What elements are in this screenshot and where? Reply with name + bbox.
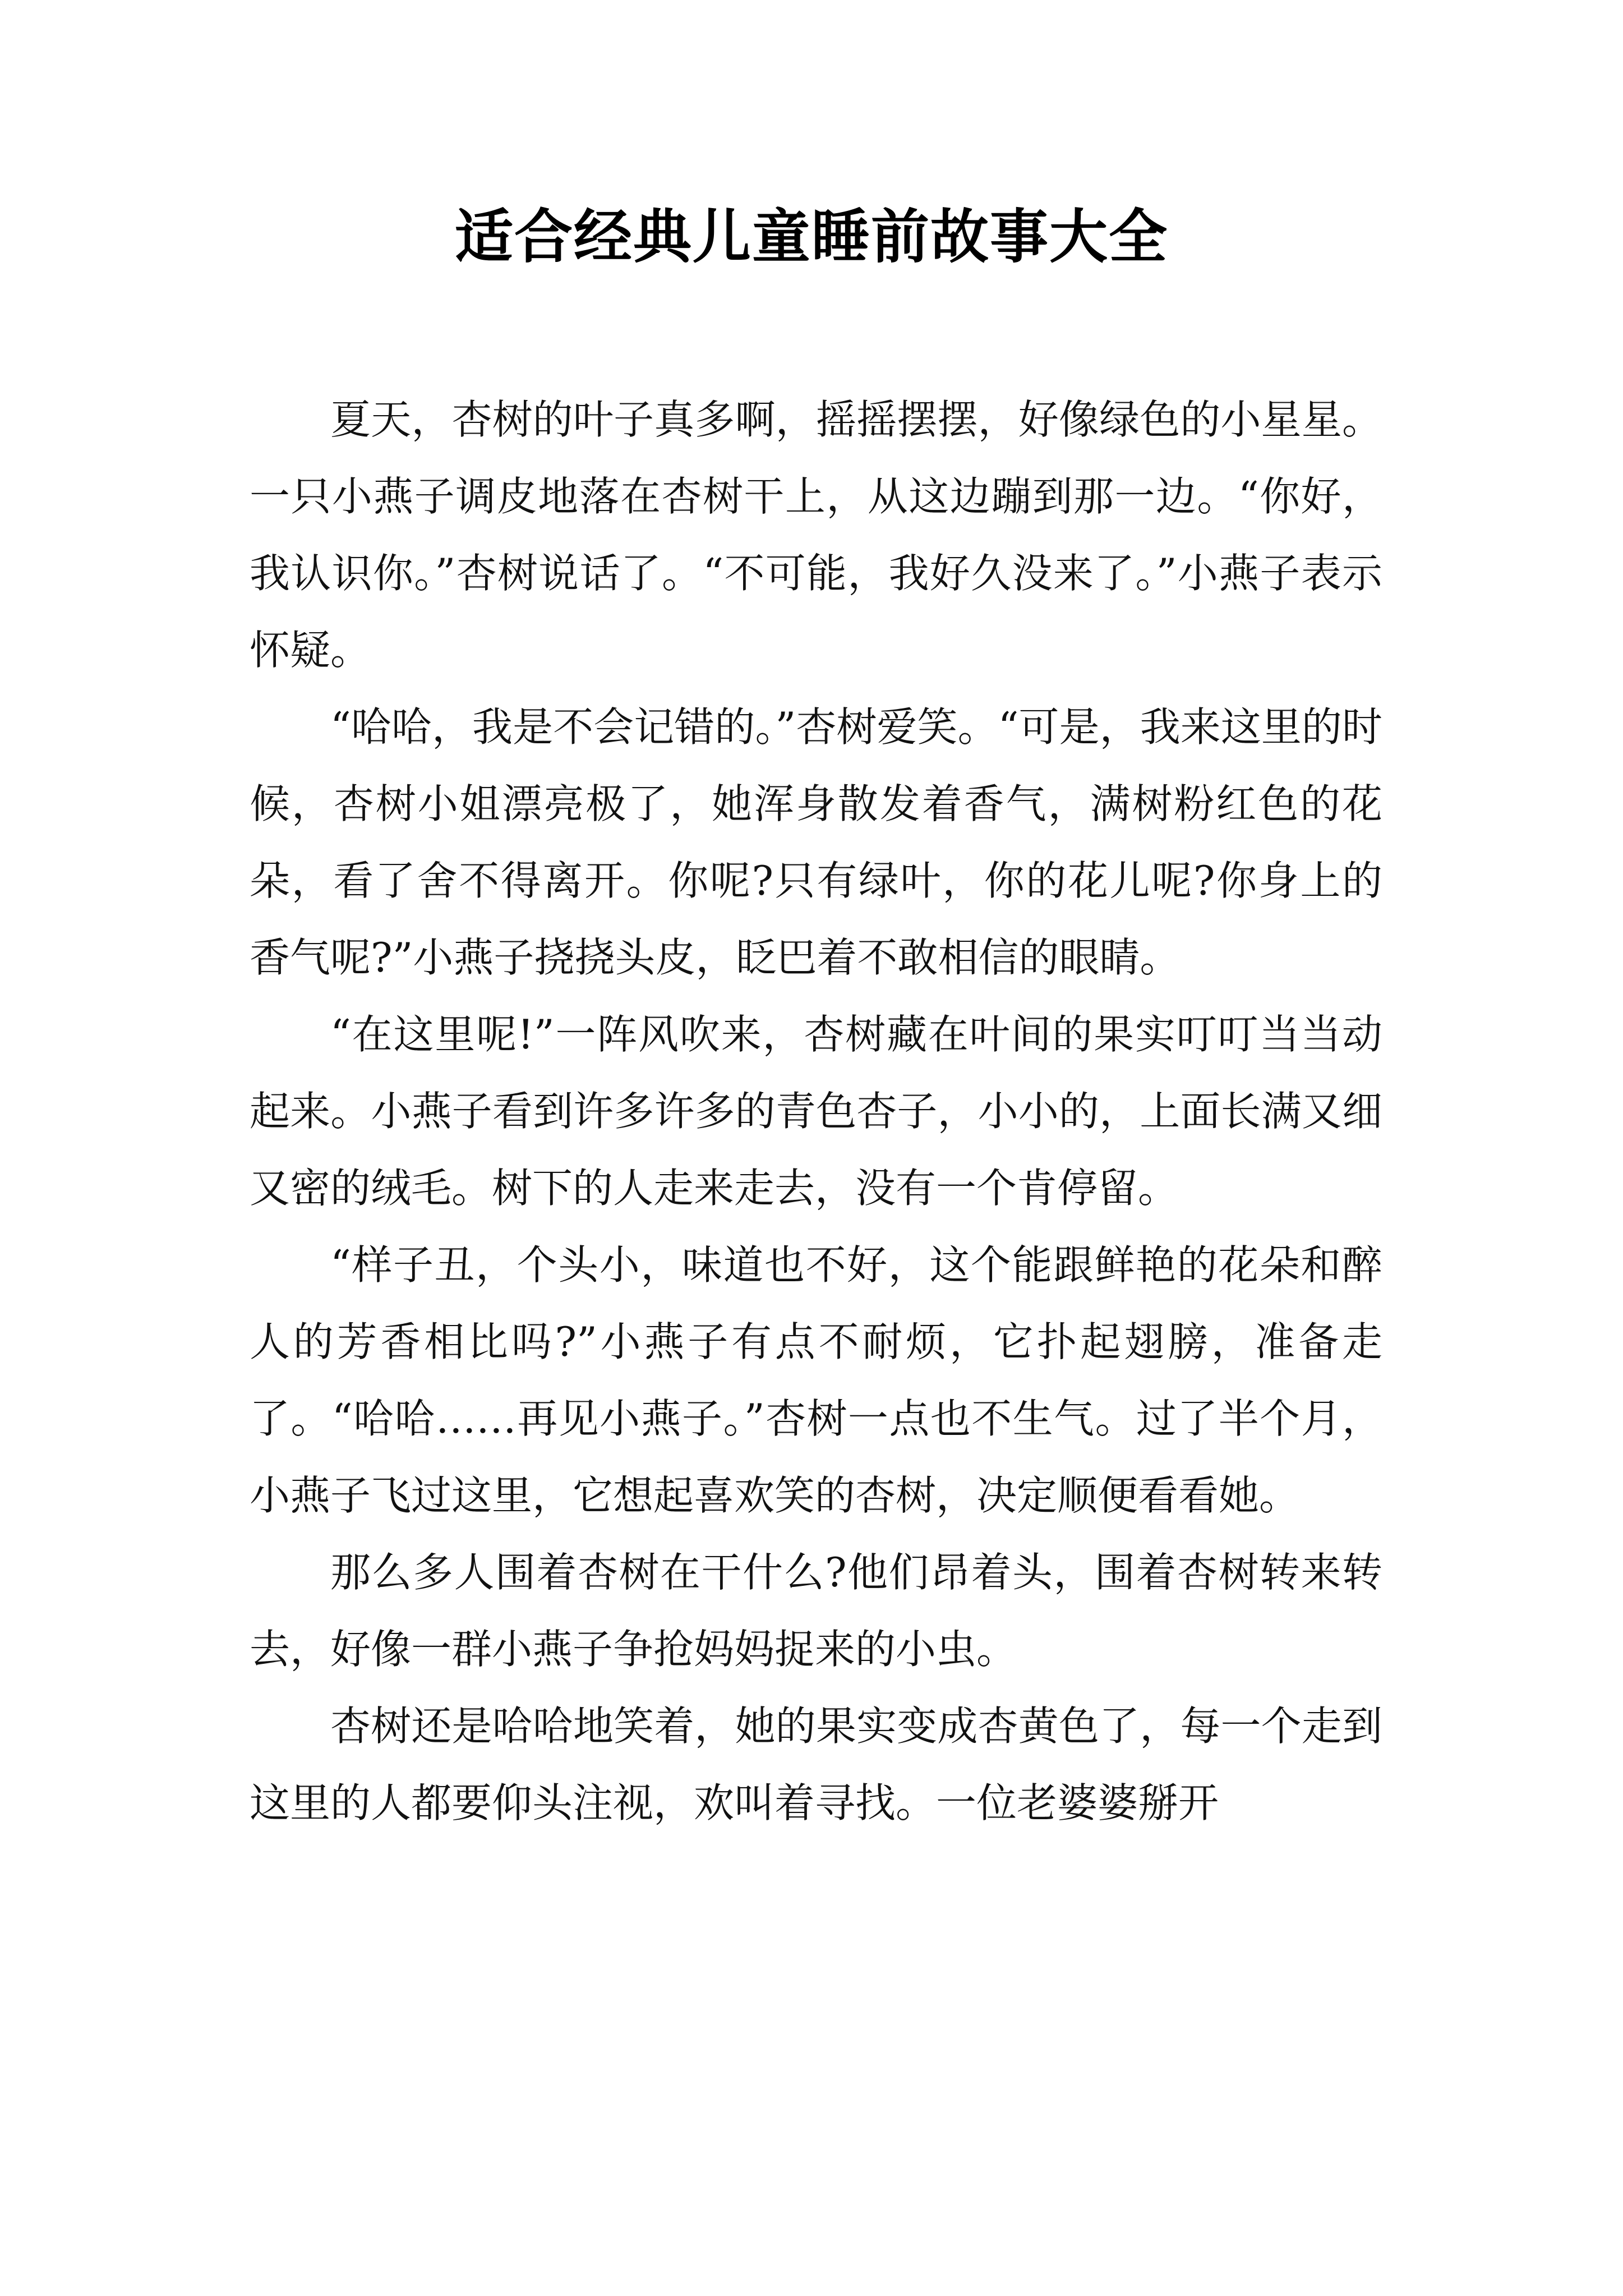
paragraph: “样子丑，个头小，味道也不好，这个能跟鲜艳的花朵和醉人的芳香相比吗?”小燕子有点不耐烦，它扑起翅膀，准备走了。“哈哈……再见小燕子。”杏树一点也不生气。过了半个月，小燕子飞过这里，它想起喜欢笑的杏树，决定顺便看看她。 — [250, 1241, 1382, 1519]
paragraph: 杏树还是哈哈地笑着，她的果实变成杏黄色了，每一个走到这里的人都要仰头注视，欢叫着寻找。一位老婆婆掰开 — [250, 1703, 1382, 1826]
paragraph: “在这里呢!”一阵风吹来，杏树藏在叶间的果实叮叮当当动起来。小燕子看到许多许多的青色杏子，小小的，上面长满又细又密的绒毛。树下的人走来走去，没有一个肯停留。 — [250, 1011, 1382, 1212]
document-body — [250, 381, 1382, 1842]
paragraph: “哈哈，我是不会记错的。”杏树爱笑。“可是，我来这里的时候，杏树小姐漂亮极了，她浑身散发着香气，满树粉红色的花朵，看了舍不得离开。你呢?只有绿叶，你的花儿呢?你身上的香气呢?”小燕子挠挠头皮，眨巴着不敢相信的眼睛。 — [250, 703, 1382, 981]
paragraph: 夏天，杏树的叶子真多啊，摇摇摆摆，好像绿色的小星星。一只小燕子调皮地落在杏树干上，从这边蹦到那一边。“你好，我认识你。”杏树说话了。“不可能，我好久没来了。”小燕子表示怀疑。 — [250, 396, 1382, 674]
paragraph: 那么多人围着杏树在干什么?他们昂着头，围着杏树转来转去，好像一群小燕子争抢妈妈捉来的小虫。 — [250, 1549, 1382, 1673]
document-title: 适合经典儿童睡前故事大全 — [454, 202, 1168, 271]
